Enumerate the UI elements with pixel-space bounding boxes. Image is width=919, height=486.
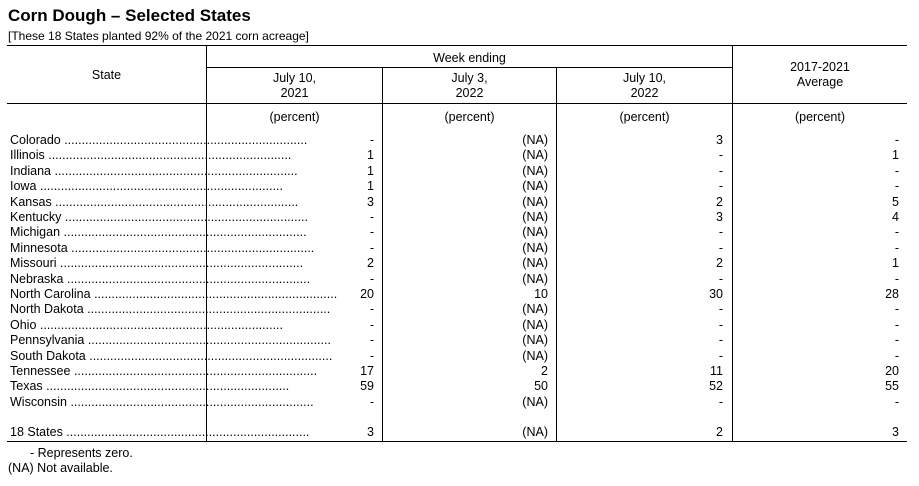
total-value-average: 3 <box>892 425 899 439</box>
total-value-2022-jul10: 2 <box>716 425 723 439</box>
value-average: - <box>894 133 899 147</box>
col1-header-line2: 2021 <box>280 86 309 100</box>
value-2022-jul3: (NA) <box>522 148 548 163</box>
value-2022-jul3: 50 <box>534 379 548 394</box>
value-2022-jul3: (NA) <box>522 317 548 332</box>
row-state-label: North Carolina ...................................................................... <box>10 287 338 301</box>
col4-header-line1: 2017-2021 <box>790 60 850 74</box>
value-2021-jul10: - <box>369 210 374 224</box>
footnote-na: (NA) Not available. <box>8 461 113 475</box>
value-2022-jul3: (NA) <box>522 256 548 271</box>
value-2021-jul10: - <box>369 225 374 240</box>
value-average: - <box>894 240 899 255</box>
value-2022-jul10: 3 <box>716 210 723 224</box>
value-2022-jul3: (NA) <box>522 240 548 255</box>
row-state-label: Kansas ...................................................................... <box>10 194 299 209</box>
row-state-label: 18 States ...................................................................... <box>10 425 310 439</box>
value-average: - <box>894 348 899 363</box>
table-row <box>0 179 919 194</box>
table-row <box>0 302 919 317</box>
value-2022-jul3: (NA) <box>522 179 548 194</box>
table-row <box>0 318 919 333</box>
row-state-label: Iowa ...................................................................... <box>10 179 283 194</box>
row-state-label: Wisconsin ...................................................................... <box>10 394 314 409</box>
row-state-label: Minnesota ...................................................................... <box>10 240 315 255</box>
value-2021-jul10: 17 <box>360 364 374 378</box>
value-2022-jul3: (NA) <box>522 394 548 409</box>
table-row <box>0 241 919 256</box>
value-2022-jul3: (NA) <box>522 225 548 240</box>
value-average: - <box>894 179 899 194</box>
row-state-label: South Dakota ...................................................................... <box>10 348 333 363</box>
unit-label: (percent) <box>269 110 320 124</box>
value-average: - <box>894 271 899 286</box>
value-2022-jul10: - <box>718 302 723 317</box>
row-state-label: Missouri ...................................................................... <box>10 256 304 271</box>
table-row <box>0 148 919 163</box>
value-average: - <box>894 333 899 348</box>
value-2021-jul10: - <box>369 240 374 255</box>
value-2021-jul10: - <box>369 317 374 332</box>
value-2021-jul10: 2 <box>367 256 374 271</box>
unit-label: (percent) <box>444 110 495 124</box>
table-subtitle: [These 18 States planted 92% of the 2021 corn acreage] <box>8 29 309 43</box>
value-2022-jul3: (NA) <box>522 194 548 209</box>
value-2021-jul10: - <box>369 348 374 363</box>
header-bottom-rule <box>7 103 907 104</box>
value-average: 20 <box>885 364 899 378</box>
table-row <box>0 164 919 179</box>
col4-header-line2: Average <box>796 75 844 89</box>
value-2022-jul3: (NA) <box>522 348 548 363</box>
row-state-label: Nebraska ...................................................................... <box>10 271 311 286</box>
value-2022-jul3: (NA) <box>522 271 548 286</box>
value-2021-jul10: - <box>369 394 374 409</box>
value-average: - <box>894 163 899 178</box>
col3-header-line2: 2022 <box>630 86 659 100</box>
table-row <box>0 287 919 302</box>
table-title: Corn Dough – Selected States <box>8 6 251 25</box>
value-2022-jul10: 52 <box>709 379 723 394</box>
value-2022-jul10: - <box>718 317 723 332</box>
value-2022-jul10: - <box>718 271 723 286</box>
row-state-label: Tennessee ...................................................................... <box>10 364 318 378</box>
value-2021-jul10: - <box>369 271 374 286</box>
total-value-2021-jul10: 3 <box>367 425 374 439</box>
table-row <box>0 210 919 225</box>
value-2022-jul10: - <box>718 333 723 348</box>
value-2022-jul10: 3 <box>716 133 723 147</box>
value-2022-jul10: - <box>718 240 723 255</box>
state-column-header: State <box>91 68 122 82</box>
col3-header <box>557 71 732 101</box>
value-average: - <box>894 225 899 240</box>
value-2022-jul10: - <box>718 225 723 240</box>
value-average: 5 <box>892 194 899 209</box>
row-state-label: Michigan ...................................................................... <box>10 225 307 240</box>
table-row <box>0 379 919 394</box>
value-2022-jul10: 2 <box>716 256 723 271</box>
value-2021-jul10: 1 <box>367 179 374 194</box>
value-average: - <box>894 302 899 317</box>
week-ending-rule <box>207 67 732 68</box>
table-bottom-rule <box>7 441 907 442</box>
footnote-zero: - Represents zero. <box>30 446 133 460</box>
value-2022-jul10: 30 <box>709 287 723 301</box>
unit-label: (percent) <box>619 110 670 124</box>
row-state-label: Indiana ...................................................................... <box>10 163 298 178</box>
value-average: 4 <box>892 210 899 224</box>
value-average: 28 <box>885 287 899 301</box>
row-state-label: Colorado ...................................................................... <box>10 133 308 147</box>
col2-header-line1: July 3, <box>451 71 488 85</box>
table-row <box>0 133 919 148</box>
value-2022-jul10: - <box>718 179 723 194</box>
row-state-label: Ohio ...................................................................... <box>10 317 283 332</box>
table-row <box>0 272 919 287</box>
col2-header-line2: 2022 <box>455 86 484 100</box>
value-2022-jul3: (NA) <box>522 302 548 317</box>
value-2022-jul3: (NA) <box>522 333 548 348</box>
table-row <box>0 395 919 410</box>
value-2022-jul3: 10 <box>534 287 548 301</box>
table-row <box>0 256 919 271</box>
value-2021-jul10: 1 <box>367 148 374 163</box>
value-2022-jul10: - <box>718 163 723 178</box>
value-average: - <box>894 317 899 332</box>
value-2022-jul10: - <box>718 348 723 363</box>
value-2021-jul10: 20 <box>360 287 374 301</box>
top-rule <box>7 45 907 46</box>
col2-header <box>383 71 556 101</box>
table-row <box>0 349 919 364</box>
value-2022-jul3: 2 <box>541 364 548 378</box>
table-row <box>0 333 919 348</box>
week-ending-header: Week ending <box>433 51 506 65</box>
value-2022-jul10: - <box>718 148 723 163</box>
value-2022-jul3: (NA) <box>522 133 548 147</box>
col3-header-line1: July 10, <box>622 71 667 85</box>
value-2021-jul10: 59 <box>360 379 374 394</box>
value-average: 1 <box>892 256 899 271</box>
row-state-label: Illinois ...................................................................... <box>10 148 292 163</box>
value-average: 1 <box>892 148 899 163</box>
value-2022-jul10: 11 <box>710 364 723 378</box>
row-state-label: North Dakota ...................................................................... <box>10 302 331 317</box>
table-row <box>0 195 919 210</box>
value-2021-jul10: 1 <box>367 163 374 178</box>
total-value-2022-jul3: (NA) <box>522 425 548 439</box>
row-state-label: Pennsylvania ...................................................................... <box>10 333 331 348</box>
value-2022-jul3: (NA) <box>522 163 548 178</box>
value-2021-jul10: 3 <box>367 194 374 209</box>
value-average: - <box>894 394 899 409</box>
unit-label: (percent) <box>794 110 846 124</box>
table-row <box>0 225 919 240</box>
value-2022-jul10: 2 <box>716 194 723 209</box>
value-2022-jul10: - <box>718 394 723 409</box>
col4-header <box>733 60 907 90</box>
value-2021-jul10: - <box>369 333 374 348</box>
value-average: 55 <box>885 379 899 394</box>
table-row <box>0 364 919 379</box>
value-2021-jul10: - <box>369 302 374 317</box>
value-2022-jul3: (NA) <box>522 210 548 224</box>
value-2021-jul10: - <box>369 133 374 147</box>
col1-header-line1: July 10, <box>272 71 317 85</box>
total-row <box>0 425 919 440</box>
row-state-label: Texas ...................................................................... <box>10 379 290 394</box>
row-state-label: Kentucky ...................................................................... <box>10 210 308 224</box>
col1-header <box>207 71 382 101</box>
